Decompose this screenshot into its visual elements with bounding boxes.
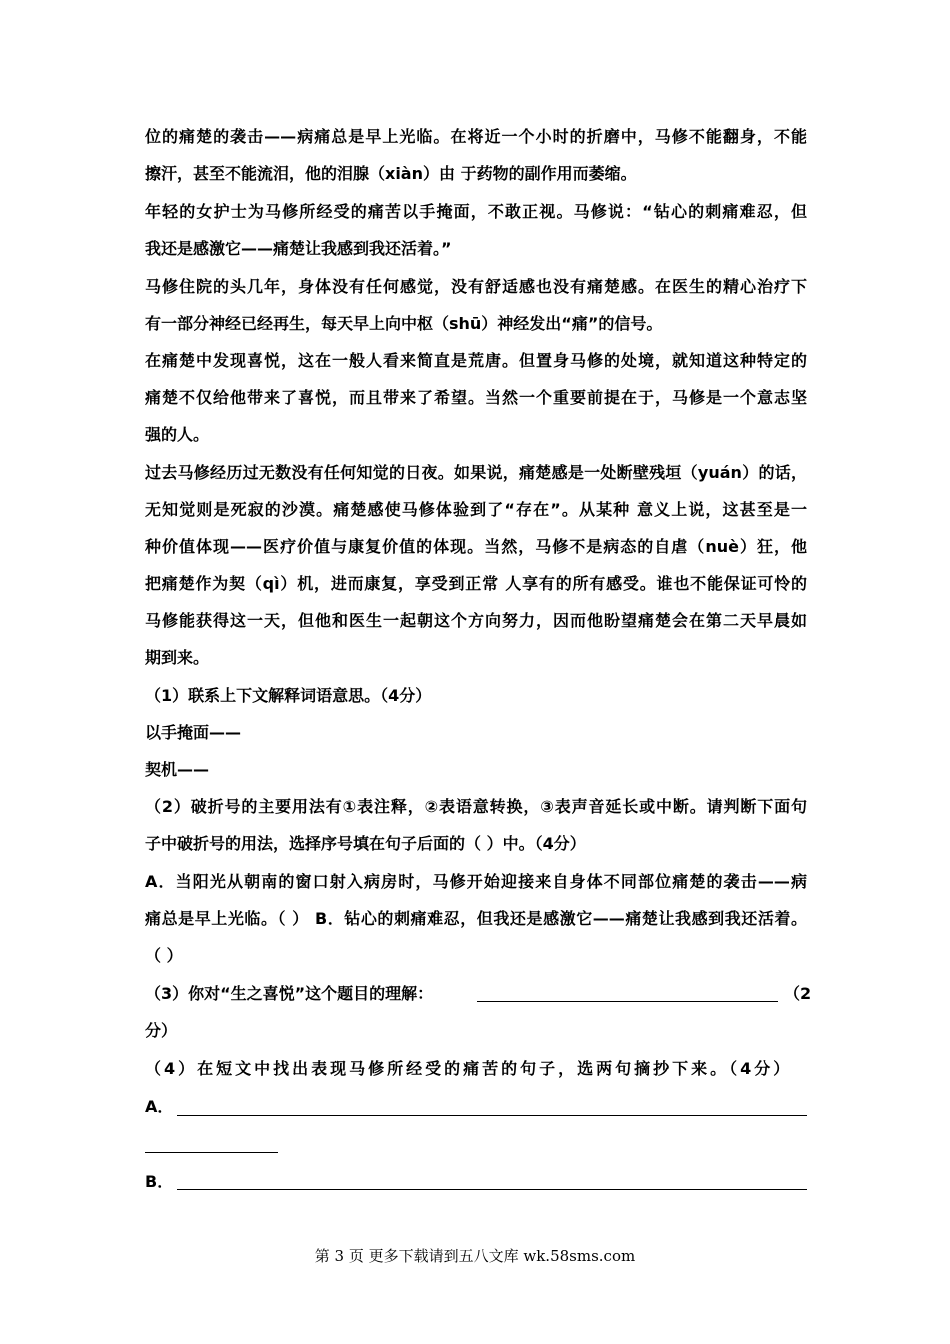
passage-line: 强的人。 [145,425,210,444]
question-2: （2）破折号的主要用法有①表注释，②表语意转换，③表声音延长或中断。请判断下面句 [145,797,807,816]
question-3: （3）你对“生之喜悦”这个题目的理解： [145,984,434,1003]
question-4: （4）在短文中找出表现马修所经受的痛苦的句子，选两句摘抄下来。（4分） [145,1059,793,1078]
answer-line [177,1189,807,1190]
question-3-score-cont: 分） [145,1021,178,1040]
passage-line: 擦汗，甚至不能流泪，他的泪腺（xiàn）由 于药物的副作用而萎缩。 [145,164,637,183]
passage-line: 位的痛楚的袭击——病痛总是早上光临。在将近一个小时的折磨中，马修不能翻身，不能 [145,127,807,146]
passage-line: 马修住院的头几年，身体没有任何感觉，没有舒适感也没有痛楚感。在医生的精心治疗下 [145,277,807,296]
passage-line: 有一部分神经已经再生，每天早上向中枢（shū）神经发出“痛”的信号。 [145,314,663,333]
answer-line [145,1152,278,1153]
passage-line: 期到来。 [145,648,210,667]
answer-line [177,1115,807,1116]
passage-line: 马修能获得这一天，但他和医生一起朝这个方向努力，因而他盼望痛楚会在第二天早晨如 [145,611,807,630]
question-2-option-a: A．当阳光从朝南的窗口射入病房时，马修开始迎接来自身体不同部位痛楚的袭击——病 [145,872,807,891]
passage-line: 我还是感激它——痛楚让我感到我还活着。” [145,239,452,258]
passage-line: 过去马修经历过无数没有任何知觉的日夜。如果说，痛楚感是一处断壁残垣（yuán）的话， [145,463,807,482]
question-3-score: （2 [784,984,812,1003]
passage-line: 年轻的女护士为马修所经受的痛苦以手掩面，不敢正视。马修说：“钻心的刺痛难忍，但 [145,202,807,221]
question-2-cont: 子中破折号的用法，选择序号填在句子后面的（ ）中。（4分） [145,834,586,853]
question-2-option-b: 痛总是早上光临。（ ） B．钻心的刺痛难忍，但我还是感激它——痛楚让我感到我还活着。 [145,909,807,928]
passage-line: 种价值体现——医疗价值与康复价值的体现。当然，马修不是病态的自虐（nuè）狂，他 [145,537,807,556]
question-4-label-b: B． [145,1172,174,1191]
passage-line: 在痛楚中发现喜悦，这在一般人看来简直是荒唐。但置身马修的处境，就知道这种特定的 [145,351,807,370]
passage-line: 无知觉则是死寂的沙漠。痛楚感使马修体验到了“存在”。从某种 意义上说，这甚至是一 [145,500,807,519]
question-1-item-a: 以手掩面—— [145,723,242,742]
question-4-label-a: A． [145,1097,174,1116]
question-1-item-b: 契机—— [145,760,210,779]
answer-line [477,1001,778,1002]
question-2-answer-blank: （ ） [145,946,183,965]
passage-line: 把痛楚作为契（qì）机，进而康复，享受到正常 人享有的所有感受。谁也不能保证可怜的 [145,574,807,593]
question-1: （1）联系上下文解释词语意思。（4分） [145,686,432,705]
passage-line: 痛楚不仅给他带来了喜悦，而且带来了希望。当然一个重要前提在于，马修是一个意志坚 [145,388,807,407]
page-footer: 第 3 页 更多下载请到五八文库 wk.58sms.com [314,1247,636,1265]
